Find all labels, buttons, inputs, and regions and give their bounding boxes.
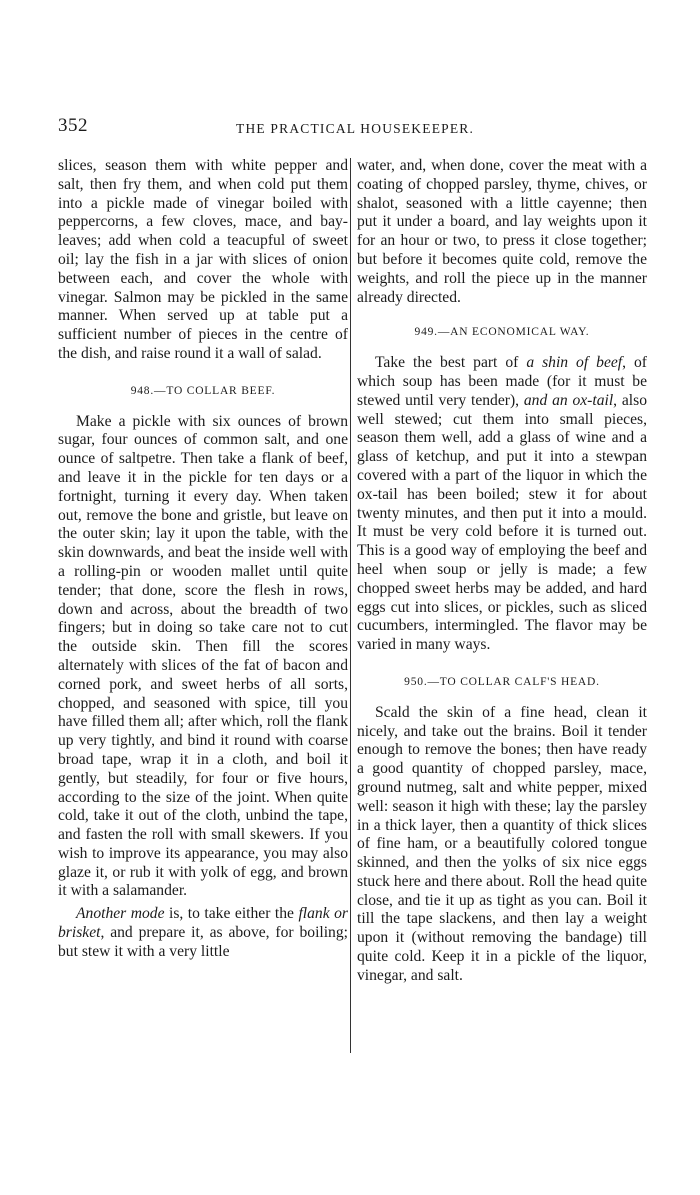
continuation-paragraph-right: water, and, when done, cover the meat with a coating of chopped parsley, thyme, chives, or shalot, seasoned with a little cayenne; then put it under a board, and lay weights upon it for an hour or two, to press it close together; but before it becomes quite cold, remove the weights, and roll the piece up in the manner already directed. bbox=[357, 157, 647, 306]
another-mode-paragraph bbox=[58, 905, 348, 961]
another-mode-text-2: , and prepare it, as above, for boiling; but stew it with a very little bbox=[58, 924, 348, 960]
page-header bbox=[58, 115, 650, 141]
another-mode-italic: flank or brisket bbox=[58, 905, 348, 942]
recipe-text-950: Scald the skin of a fine head, clean it nicely, and take out the brains. Boil it tender enough to remove the bones; then have ready a good quantity of chopped parsley, mace, ground nutmeg, salt and white pepper, mixed well: season it high with these; lay the parsley in a thick layer, then a quantity of thick slices of fine ham, or a beautifully colored tongue skinned, and then the yolks of six nice eggs stuck here and there about. Roll the head quite close, and tie it up as tight as you can. Boil it till the tape slackens, and then lay a weight upon it (without removing the bandage) till quite cold. Keep it in a pickle of the liquor, vinegar, and salt. bbox=[357, 703, 647, 984]
recipe-heading-949: 949.—AN ECONOMICAL WAY. bbox=[414, 326, 590, 339]
recipe-text-948: Make a pickle with six ounces of brown sugar, four ounces of common salt, and one ounce of saltpetre. Then take a flank of beef, and leave it in the pickle for ten days or a fortnight, turning it every day. When taken out, remove the bone and gristle, but leave on the outer skin; lay it upon the table, with the skin downwards, and beat the inside well with a rolling-pin or wooden mallet until quite tender; that done, score the flesh in rows, down and across, about the breadth of two fingers; but in doing so take care not to cut the outside skin. Then fill the scores alternately with slices of the fat of bacon and corned pork, and sweet herbs of all sorts, chopped, and seasoned with spice, till you have filled them all; after which, roll the flank up very tightly, and bind it round with coarse broad tape, wrap it in a cloth, and boil it gently, but steadily, for four or five hours, according to the size of the joint. When quite cold, take it out of the cloth, unbind the tape, and fasten the roll with small skewers. If you wish to improve its appearance, you may also glaze it, or rub it with yolk of egg, and brown it with a salamander. bbox=[58, 412, 348, 900]
recipe-text-949 bbox=[357, 354, 647, 655]
continuation-paragraph: slices, season them with white pepper and salt, then fry them, and when cold put them into a pickle made of vinegar boiled with peppercorns, a few cloves, mace, and bay-leaves; add when cold a teacupful of sweet oil; lay the fish in a jar with slices of onion between each, and cover the whole with vinegar. Salmon may be pickled in the same manner. When served up at table put a sufficient number of pieces in the centre of the dish, and raise round it a wall of salad. bbox=[58, 157, 348, 362]
another-mode-label: Another mode bbox=[76, 905, 165, 923]
left-column bbox=[58, 157, 348, 962]
running-title: THE PRACTICAL HOUSEKEEPER. bbox=[236, 121, 475, 136]
text-949-c: , also well stewed; cut them into small pieces, season them well, add a glass of wine and a glass of ketchup, and put it into a stewpan covered with a part of the liquor in which the ox-tail has been boiled; stew it for about twenty minutes, and then put it into a mould. It must be very cold before it is turned out. This is a good way of employing the beef and heel when soup or jelly is made; a few chopped sweet herbs may be added, and hard eggs cut into slices, or pickles, such as sliced cucumbers, intermingled. The flavor may be varied in many ways. bbox=[357, 391, 647, 654]
page-number: 352 bbox=[58, 115, 88, 136]
another-mode-text-1: is, to take either the bbox=[164, 905, 299, 923]
recipe-heading-948: 948.—TO COLLAR BEEF. bbox=[130, 384, 276, 397]
right-column bbox=[357, 157, 647, 986]
text-949-italic-2: and an ox-tail bbox=[523, 391, 614, 409]
text-949-b: , of which soup has been made (for it must be stewed until very tender), bbox=[357, 354, 647, 409]
recipe-heading-950: 950.—TO COLLAR CALF'S HEAD. bbox=[404, 675, 600, 688]
text-949-italic-1: a shin of beef bbox=[526, 354, 623, 372]
text-949-a: Take the best part of bbox=[375, 354, 527, 372]
column-divider bbox=[350, 158, 351, 1053]
